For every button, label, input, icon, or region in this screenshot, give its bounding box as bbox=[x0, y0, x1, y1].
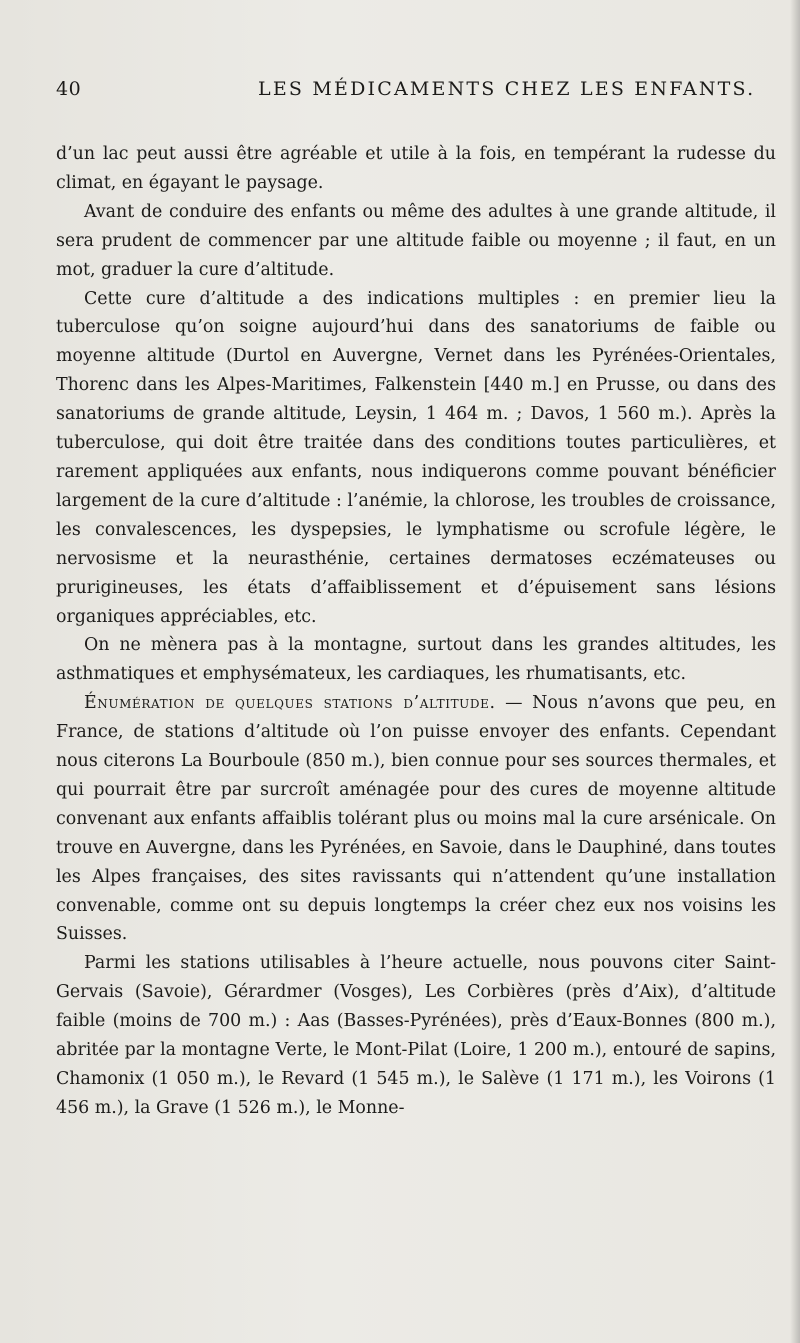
page-edge-shadow bbox=[790, 0, 800, 1343]
running-head: LES MÉDICAMENTS CHEZ LES ENFANTS. bbox=[258, 78, 756, 100]
page-header bbox=[56, 78, 774, 108]
paragraph-5-text: — Nous n’avons que peu, en France, de stations d’altitude où l’on puisse envoyer des enfants. Cependant nous citerons La Bourboule (850 m.), bien connue pour ses sources thermales, et qui pourrait être par surcroît aménagée pour des cures de moyenne altitude convenant aux enfants affaiblis tolérant plus ou moins mal la cure arsénicale. On trouve en Auvergne, dans les Pyrénées, en Savoie, dans le Dauphiné, dans toutes les Alpes françaises, des sites ravissants qui n’attendent qu’une installation convenable, comme ont su depuis longtemps la créer chez eux nos voisins les Suisses. bbox=[56, 693, 776, 945]
paragraph-4: On ne mènera pas à la montagne, surtout dans les grandes altitudes, les asthmatiques et emphysémateux, les cardiaques, les rhumatisants, etc. bbox=[56, 635, 776, 685]
page-number: 40 bbox=[56, 78, 82, 100]
body-text bbox=[56, 140, 776, 1123]
paragraph-5 bbox=[56, 689, 776, 949]
paragraph-1: d’un lac peut aussi être agréable et utile à la fois, en tempérant la rudesse du climat, en égayant le paysage. bbox=[56, 144, 776, 193]
paragraph-3: Cette cure d’altitude a des indications multiples : en premier lieu la tuberculose qu’on soigne aujourd’hui dans des sanatoriums de faible ou moyenne altitude (Durtol en Auvergne, Vernet dans les Pyrénées-Orientales, Thorenc dans les Alpes-Maritimes, Falkenstein [440 m.] en Prusse, ou dans des sanatoriums de grande altitude, Leysin, 1 464 m. ; Davos, 1 560 m.). Après la tuberculose, qui doit être traitée dans des conditions toutes particulières, et rarement appliquées aux enfants, nous indiquerons comme pouvant bénéficier largement de la cure d’altitude : l’anémie, la chlorose, les troubles de croissance, les convalescences, les dyspepsies, le lymphatisme ou scrofule légère, le nervosisme et la neurasthénie, certaines dermatoses eczémateuses ou prurigineuses, les états d’affaiblissement et d’épuisement sans lésions organiques appréciables, etc. bbox=[56, 288, 776, 627]
section-heading: Énumération de quelques stations d’altitude. bbox=[84, 693, 496, 714]
paragraph-6: Parmi les stations utilisables à l’heure actuelle, nous pouvons citer Saint-Gervais (Savoie), Gérardmer (Vosges), Les Corbières (près d’Aix), d’altitude faible (moins de 700 m.) : Aas (Basses-Pyrénées), près d’Eaux-Bonnes (800 m.), abritée par la montagne Verte, le Mont-Pilat (Loire, 1 200 m.), entouré de sapins, Chamonix (1 050 m.), le Revard (1 545 m.), le Salève (1 171 m.), les Voirons (1 456 m.), la Grave (1 526 m.), le Monne- bbox=[56, 953, 776, 1118]
paragraph-2: Avant de conduire des enfants ou même des adultes à une grande altitude, il sera prudent de commencer par une altitude faible ou moyenne ; il faut, en un mot, graduer la cure d’altitude. bbox=[56, 201, 776, 280]
